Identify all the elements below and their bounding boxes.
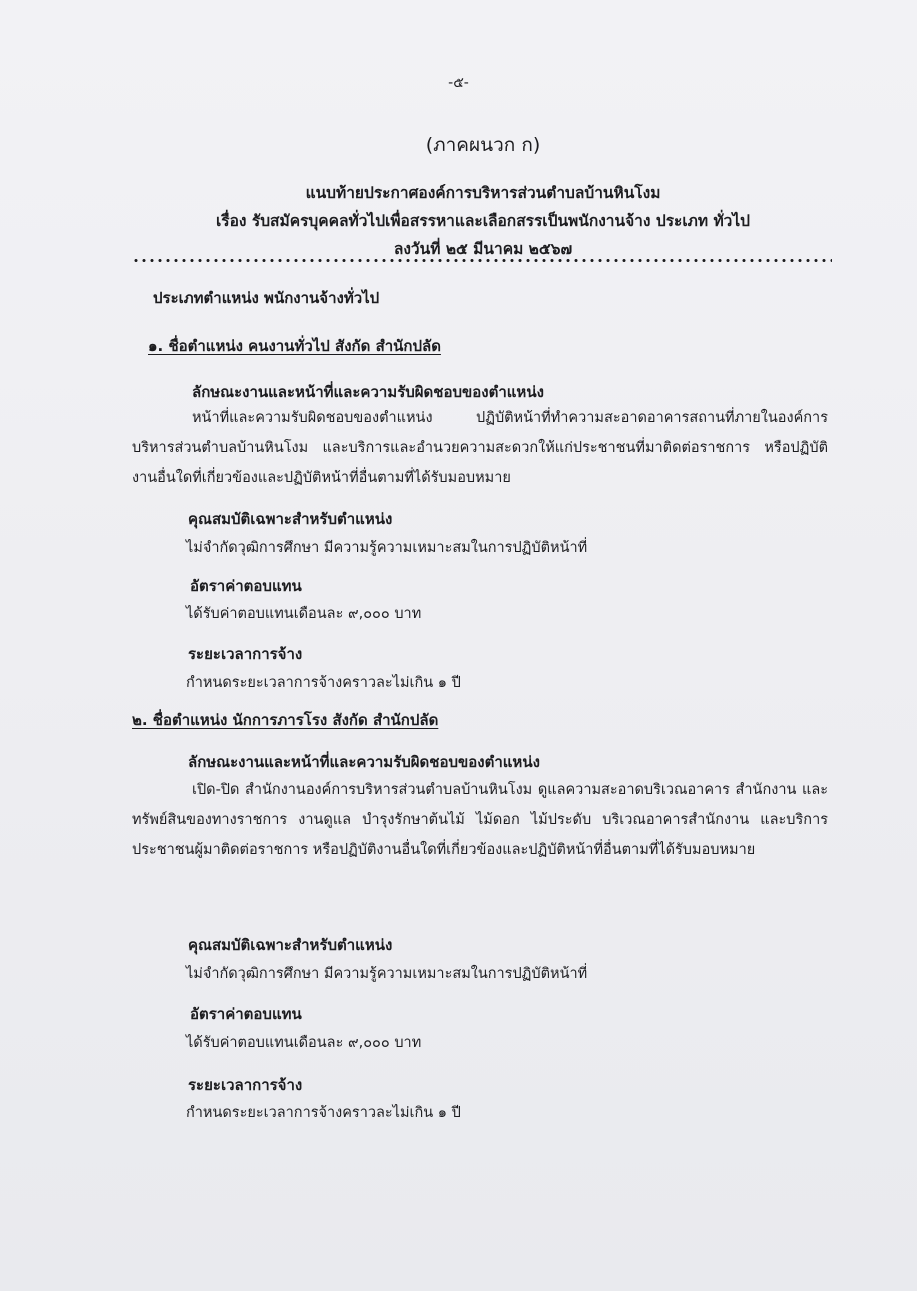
position-type: ประเภทตำแหน่ง พนักงานจ้างทั่วไป [153, 289, 380, 307]
position-2-duties-heading: ลักษณะงานและหน้าที่และความรับผิดชอบของตำแหน่ง [188, 753, 540, 771]
position-2-duties-text: เปิด-ปิด สำนักงานองค์การบริหารส่วนตำบลบ้านหินโงม ดูแลความสะอาดบริเวณอาคาร สำนักงาน และทรัพย์สินของทางราชการ งานดูแล บำรุงรักษาต้นไม้ ไม้ดอก ไม้ประดับ บริเวณอาคารสำนักงาน และบริการประชาชนผู้มาติดต่อราชการ หรือปฏิบัติงานอื่นใดที่เกี่ยวข้องและปฏิบัติหน้าที่อื่นตามที่ได้รับมอบหมาย [132, 782, 828, 858]
position-1-term-text: กำหนดระยะเวลาการจ้างคราวละไม่เกิน ๑ ปี [186, 675, 461, 691]
dotted-divider [132, 258, 832, 263]
position-2-pay-text: ได้รับค่าตอบแทนเดือนละ ๙,๐๐๐ บาท [186, 1035, 422, 1051]
position-1-qual-heading: คุณสมบัติเฉพาะสำหรับตำแหน่ง [188, 510, 393, 528]
page-number: -๕- [448, 75, 469, 91]
position-2-qual-heading: คุณสมบัติเฉพาะสำหรับตำแหน่ง [188, 936, 393, 954]
position-1-pay-heading: อัตราค่าตอบแทน [190, 577, 302, 595]
position-1-title: ๑. ชื่อตำแหน่ง คนงานทั่วไป สังกัด สำนักปลัด [148, 337, 441, 355]
annex-title: (ภาคผนวก ก) [425, 134, 541, 156]
position-2-term-text: กำหนดระยะเวลาการจ้างคราวละไม่เกิน ๑ ปี [186, 1105, 461, 1121]
header-line-2: เรื่อง รับสมัครบุคคลทั่วไปเพื่อสรรหาและเลือกสรรเป็นพนักงานจ้าง ประเภท ทั่วไป [215, 212, 751, 230]
position-2-title: ๒. ชื่อตำแหน่ง นักการภารโรง สังกัด สำนักปลัด [132, 711, 439, 729]
position-2-qual-text: ไม่จำกัดวุฒิการศึกษา มีความรู้ความเหมาะสมในการปฏิบัติหน้าที่ [186, 966, 588, 982]
header-line-3: ลงวันที่ ๒๕ มีนาคม ๒๕๖๗ [393, 240, 573, 258]
header-line-1: แนบท้ายประกาศองค์การบริหารส่วนตำบลบ้านหินโงม [305, 184, 661, 202]
position-2-pay-heading: อัตราค่าตอบแทน [190, 1005, 302, 1023]
position-1-duties-heading: ลักษณะงานและหน้าที่และความรับผิดชอบของตำแหน่ง [192, 383, 544, 401]
position-1-term-heading: ระยะเวลาการจ้าง [188, 645, 303, 663]
position-1-pay-text: ได้รับค่าตอบแทนเดือนละ ๙,๐๐๐ บาท [186, 606, 422, 622]
position-1-qual-text: ไม่จำกัดวุฒิการศึกษา มีความรู้ความเหมาะสมในการปฏิบัติหน้าที่ [186, 540, 588, 556]
position-1-duties-text: หน้าที่และความรับผิดชอบของตำแหน่ง ปฏิบัติหน้าที่ทำความสะอาดอาคารสถานที่ภายในองค์การบริหารส่วนตำบลบ้านหินโงม และบริการและอำนวยความสะดวกให้แก่ประชาชนที่มาติดต่อราชการ หรือปฏิบัติงานอื่นใดที่เกี่ยวข้องและปฏิบัติหน้าที่อื่นตามที่ได้รับมอบหมาย [132, 410, 828, 486]
position-2-term-heading: ระยะเวลาการจ้าง [188, 1076, 303, 1094]
